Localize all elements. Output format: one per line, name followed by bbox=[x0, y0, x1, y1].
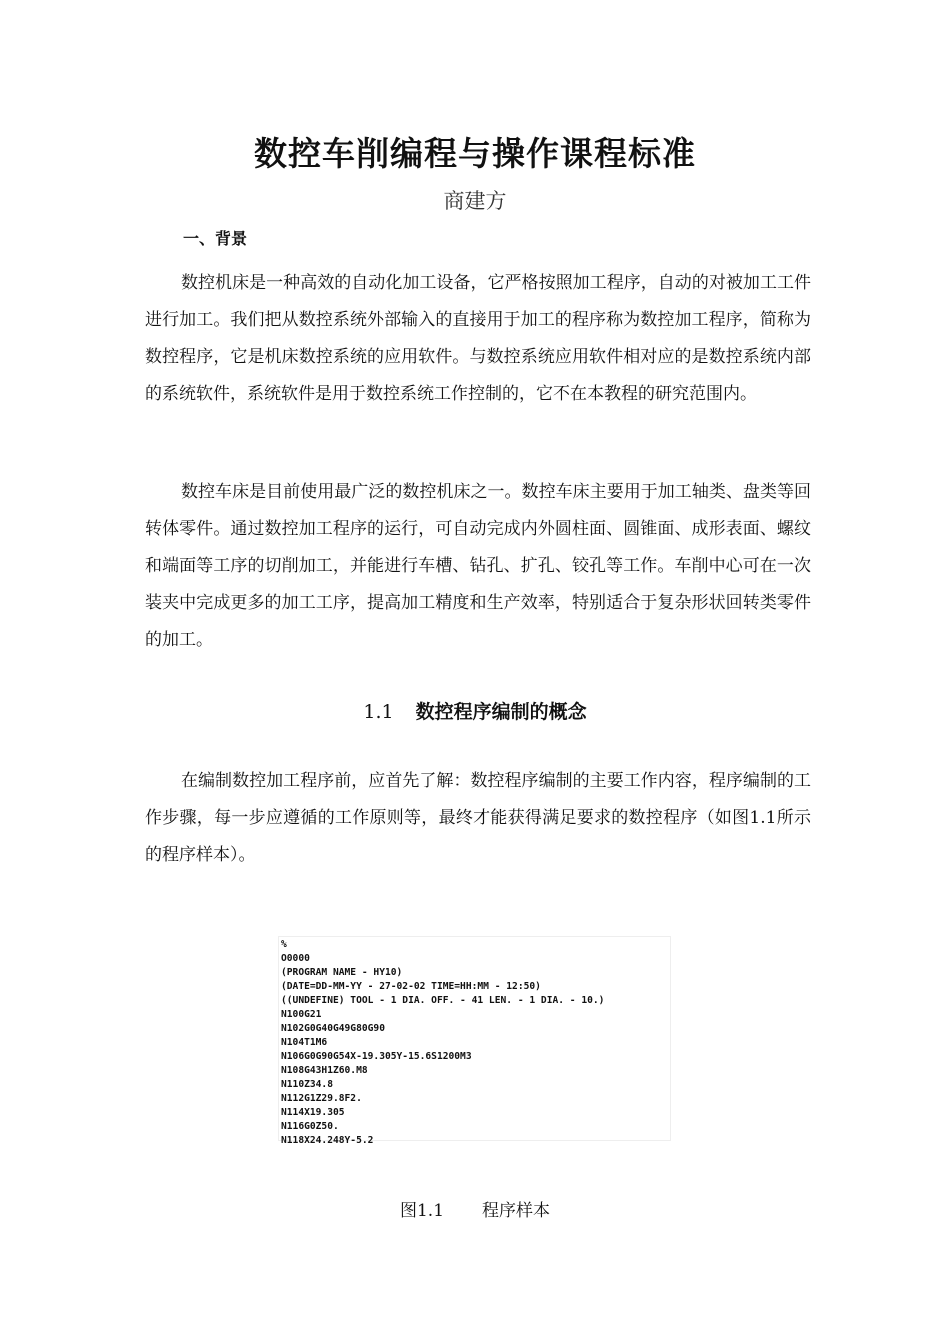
code-line: N112G1Z29.8F2. bbox=[281, 1093, 362, 1104]
code-line: N104T1M6 bbox=[281, 1037, 328, 1048]
section-heading-background: 一、背景 bbox=[183, 229, 248, 248]
code-line: (PROGRAM NAME - HY10) bbox=[281, 967, 403, 978]
body-paragraph: 数控机床是一种高效的自动化加工设备，它严格按照加工程序，自动的对被加工工件进行加工。我们把从数控系统外部输入的直接用于加工的程序称为数控加工程序，简称为数控程序，它是机床数控系统的应用软件。与数控系统应用软件相对应的是数控系统内部的系统软件，系统软件是用于数控系统工作控制的，它不在本教程的研究范围内。 bbox=[145, 273, 811, 404]
document-title: 数控车削编程与操作课程标准 bbox=[254, 134, 696, 173]
code-line: ((UNDEFINE) TOOL - 1 DIA. OFF. - 41 LEN. - 1 DIA. - 10.) bbox=[281, 995, 605, 1006]
code-line: N114X19.305 bbox=[281, 1107, 345, 1118]
figure-caption-number: 图1.1 bbox=[399, 1201, 445, 1221]
code-line: N100G21 bbox=[281, 1009, 322, 1020]
document-author: 商建方 bbox=[443, 189, 507, 213]
body-paragraph: 数控车床是目前使用最广泛的数控机床之一。数控车床主要用于加工轴类、盘类等回转体零件。通过数控加工程序的运行，可自动完成内外圆柱面、圆锥面、成形表面、螺纹和端面等工序的切削加工，并能进行车槽、钻孔、扩孔、铰孔等工作。车削中心可在一次装夹中完成更多的加工工序，提高加工精度和生产效率，特别适合于复杂形状回转类零件的加工。 bbox=[145, 482, 811, 650]
code-line: N116G0Z50. bbox=[281, 1121, 339, 1132]
subsection-heading bbox=[0, 697, 950, 724]
code-line: N110Z34.8 bbox=[281, 1079, 333, 1090]
body-paragraph: 在编制数控加工程序前，应首先了解：数控程序编制的主要工作内容，程序编制的工作步骤，每一步应遵循的工作原则等，最终才能获得满足要求的数控程序（如图1.1所示的程序样本）。 bbox=[145, 771, 811, 865]
figure-caption-text: 程序样本 bbox=[482, 1201, 551, 1221]
code-line: N102G0G40G49G80G90 bbox=[281, 1023, 385, 1034]
code-line: N106G0G90G54X-19.305Y-15.6S1200M3 bbox=[281, 1051, 472, 1062]
subsection-number: 1.1 bbox=[363, 701, 394, 723]
program-sample-figure bbox=[278, 936, 671, 1146]
code-line: O0000 bbox=[281, 953, 310, 964]
code-line: % bbox=[281, 939, 287, 950]
subsection-title: 数控程序编制的概念 bbox=[415, 701, 587, 723]
code-line: (DATE=DD-MM-YY - 27-02-02 TIME=HH:MM - 12:50) bbox=[281, 981, 541, 992]
code-line: N118X24.248Y-5.2 bbox=[281, 1135, 374, 1146]
figure-caption bbox=[0, 1196, 950, 1221]
code-line: N108G43H1Z60.M8 bbox=[281, 1065, 368, 1076]
